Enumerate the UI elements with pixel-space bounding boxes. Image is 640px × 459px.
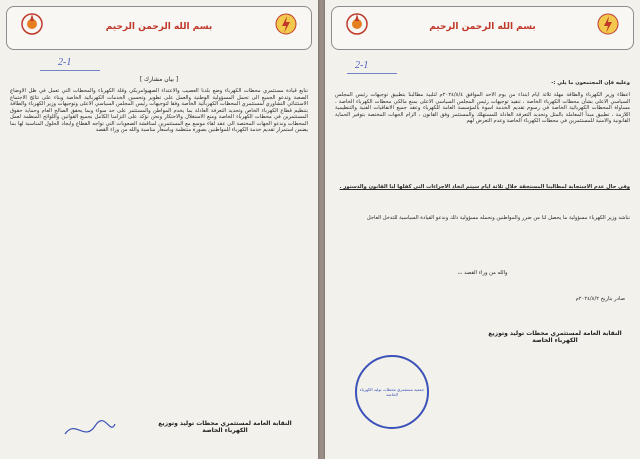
letterhead bbox=[6, 6, 312, 50]
signature-block: النقابة العامة لمستثمري محطات توليد وتوزيع الكهرباء الخاصة bbox=[158, 420, 292, 434]
demands-list: اعطاء وزير الكهرباء والطاقة مهلة ثلاثة أيام ابتداء من يوم الاحد الموافق ٢٠٢٤/٨/٤م لتلبية مطالبنا بتطبيق توجيهات رئيس المجلس السياسي الاعلى بشأن محطات الكهرباء الخاصة ، تنفيذ توجيهات رئيس المجلس السياسي الاعلى بمنع مالكي محطات الكهرباء الخاصة ، مساواة المحطات الكهربائية الخاصة في رسوم تقديم الخدمة اسوة بالمؤسسة العامة للكهرباء وعقد جميع الاتفاقيات الفنية والتنظيمية اللازمة ، تطبيق مبدأ المعاملة بالمثل وتحديد التعرفة العادلة للمستهلك والمستثمر وفق القانون ، الزام الجهات المختصة بتوفير الحماية القانونية والامنية للمستثمرين في محطات الكهرباء الخاصة وعدم التعرض لهم bbox=[335, 92, 630, 124]
handwritten-underline bbox=[347, 73, 397, 74]
official-stamp bbox=[355, 355, 429, 429]
lightning-logo-icon bbox=[271, 11, 301, 43]
issue-date: صادر بتاريخ ٢٠٢٤/٨/٢م bbox=[575, 296, 625, 302]
document-title: [ بيان مشارك ] bbox=[139, 76, 179, 83]
closing-paragraph: نناشد وزير الكهرباء مسؤولية ما يحصل لنا من ضرر والمواطنين ونحمله مسؤولية ذلك وندعو القيادة السياسية للتدخل العاجل bbox=[366, 215, 630, 221]
reference-number: 2-1 bbox=[58, 57, 72, 68]
reference-number: 2-1 bbox=[355, 60, 369, 71]
stamp-text: جمعية مستثمري محطات توليد الكهرباء الخاصة bbox=[359, 387, 425, 397]
warning-paragraph: وفي حال عدم الاستجابة لمطالبنا المستحقة خلال ثلاثة ايام سيتم اتخاذ الاجراءات التي كفلها لنا القانون والدستور . bbox=[339, 184, 630, 190]
intro-line: وعليه فإن المجتمعون ما يلي :- bbox=[551, 80, 630, 86]
left-document-page bbox=[0, 0, 318, 459]
letterhead bbox=[331, 6, 634, 50]
right-document-page bbox=[325, 0, 640, 459]
document-body: نتابع قيادة مستثمري محطات الكهرباء وضع بلدنا العصيب والاعتداء الصهيوامريكي وقلة الكهرباء والمحطات التي تعمل في ظل الاوضاع الصعبة وتدعو الجميع الى تحمل المسؤولية الوطنية والعمل على تطوير وتحسين الخدمات الكهربائية الخاصة وبناء على نتائج الاجتماع الاستثنائي التشاوري لمستثمري المحطات الكهربائية الخاصة وفقا لتوجيهات رئيس المجلس السياسي الاعلى وتوجيهات وزير الكهرباء والطاقة بتنظيم قطاع الكهرباء الخاص وتحديد التعرفة العادلة بما يخدم المواطن والمستثمر على حد سواء وبما يحقق الصالح العام وحماية حقوق المستثمرين في محطات الكهرباء الخاصة ومنع الاستغلال والاحتكار ونحن نؤكد على التزامنا الكامل بجميع القوانين واللوائح المنظمة لعمل المحطات وندعو الجهات المختصة الى عقد لقاء موسع مع المستثمرين لمناقشة الصعوبات التي تواجه القطاع وايجاد الحلول المناسبة لها بما يضمن استمرار تقديم خدمة الكهرباء للمواطنين بصورة منتظمة وباسعار مناسبة والله من وراء القصد bbox=[10, 88, 308, 133]
farewell-line: والله من وراء القصد ،،، bbox=[457, 270, 508, 276]
basmala-heading: بسم الله الرحمن الرحيم bbox=[429, 22, 536, 32]
lightning-logo-icon bbox=[593, 11, 623, 43]
signature-scribble-icon bbox=[60, 414, 120, 448]
basmala-heading: بسم الله الرحمن الرحيم bbox=[105, 22, 213, 32]
signature-block: النقابة العامة لمستثمري محطات توليد وتوزيع الكهرباء الخاصة bbox=[488, 330, 622, 344]
handwritten-underline bbox=[40, 70, 100, 71]
